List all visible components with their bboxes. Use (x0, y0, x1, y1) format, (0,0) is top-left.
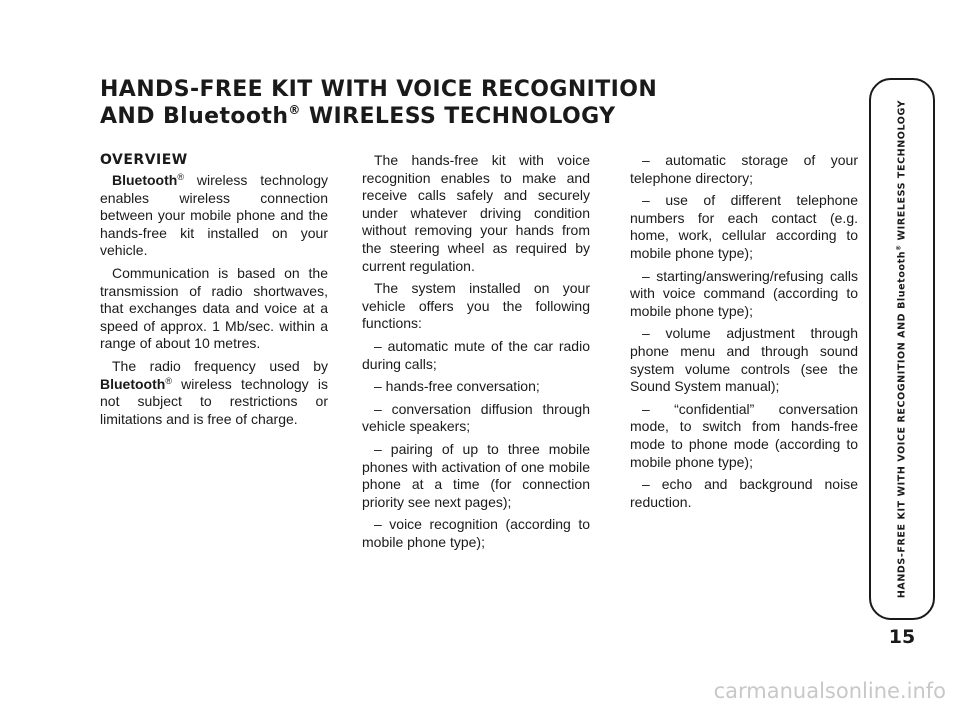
chapter-tab-text-a: HANDS-FREE KIT WITH VOICE RECOGNITION AND Bluetooth (896, 250, 908, 599)
chapter-tab (869, 78, 935, 620)
function-item: – pairing of up to three mobile phones with activation of one mobile phone at a time (for connection priority see next pages); (362, 440, 590, 510)
function-item: – hands-free conversation; (374, 378, 540, 395)
chapter-tab-text-b: WIRELESS TECHNOLOGY (896, 99, 908, 245)
overview-paragraph-1-text: wireless technology enables wireless connection between your mobile phone and the hands-free kit installed on your vehicle. (100, 172, 328, 259)
function-item: – automatic storage of your telephone directory; (630, 152, 858, 186)
overview-paragraph-3-text: wireless technology is not subject to restrictions or limitations and is free of charge. (100, 375, 328, 427)
overview-paragraph-1 (100, 172, 328, 260)
function-item: – automatic mute of the car radio during calls; (362, 337, 590, 372)
bluetooth-term: Bluetooth (112, 172, 178, 188)
functions-column-1 (362, 152, 590, 556)
function-item: – “confidential” conversation mode, to switch from hands-free mode to phone mode (according to mobile phone type); (630, 400, 858, 470)
intro-paragraph: The hands-free kit with voice recognition enables to make and receive calls safely and securely under whatever driving condition without removing your hands from the steering wheel as required by current regulation. (362, 152, 590, 274)
title-line-2a: AND Bluetooth (100, 104, 289, 129)
function-item: – conversation diffusion through vehicle speakers; (362, 400, 590, 435)
chapter-tab-registered-mark: ® (895, 244, 903, 251)
page-number: 15 (888, 626, 916, 648)
function-item: – use of different telephone numbers for each contact (e.g. home, work, cellular according to mobile phone type); (630, 192, 858, 261)
bluetooth-term: Bluetooth (100, 375, 166, 392)
function-item: – echo and background noise reduction. (630, 476, 858, 510)
overview-paragraph-3-start: The radio frequency used by (112, 357, 328, 374)
overview-column (100, 152, 328, 433)
function-item: – volume adjustment through phone menu and through sound system volume controls (see the Sound System manual); (630, 325, 858, 395)
function-item: – starting/answering/refusing calls with voice command (according to mobile phone type); (630, 267, 858, 319)
function-item: – voice recognition (according to mobile phone type); (362, 516, 590, 550)
overview-paragraph-2: Communication is based on the transmission of radio shortwaves, that exchanges data and voice at a speed of approx. 1 Mb/sec. within a range of about 10 metres. (100, 264, 328, 352)
overview-paragraph-3 (100, 358, 328, 428)
chapter-tab-label (897, 100, 908, 598)
title-line-2b: WIRELESS TECHNOLOGY (300, 104, 616, 129)
page-title (100, 76, 657, 130)
overview-heading: OVERVIEW (100, 152, 188, 168)
registered-mark: ® (177, 172, 184, 182)
watermark: carmanualsonline.info (713, 679, 946, 703)
registered-mark: ® (165, 375, 172, 386)
title-registered-mark: ® (288, 103, 301, 117)
title-line-1: HANDS-FREE KIT WITH VOICE RECOGNITION (100, 77, 658, 102)
functions-column-2 (630, 152, 858, 516)
functions-intro: The system installed on your vehicle offers you the following functions: (362, 280, 590, 332)
